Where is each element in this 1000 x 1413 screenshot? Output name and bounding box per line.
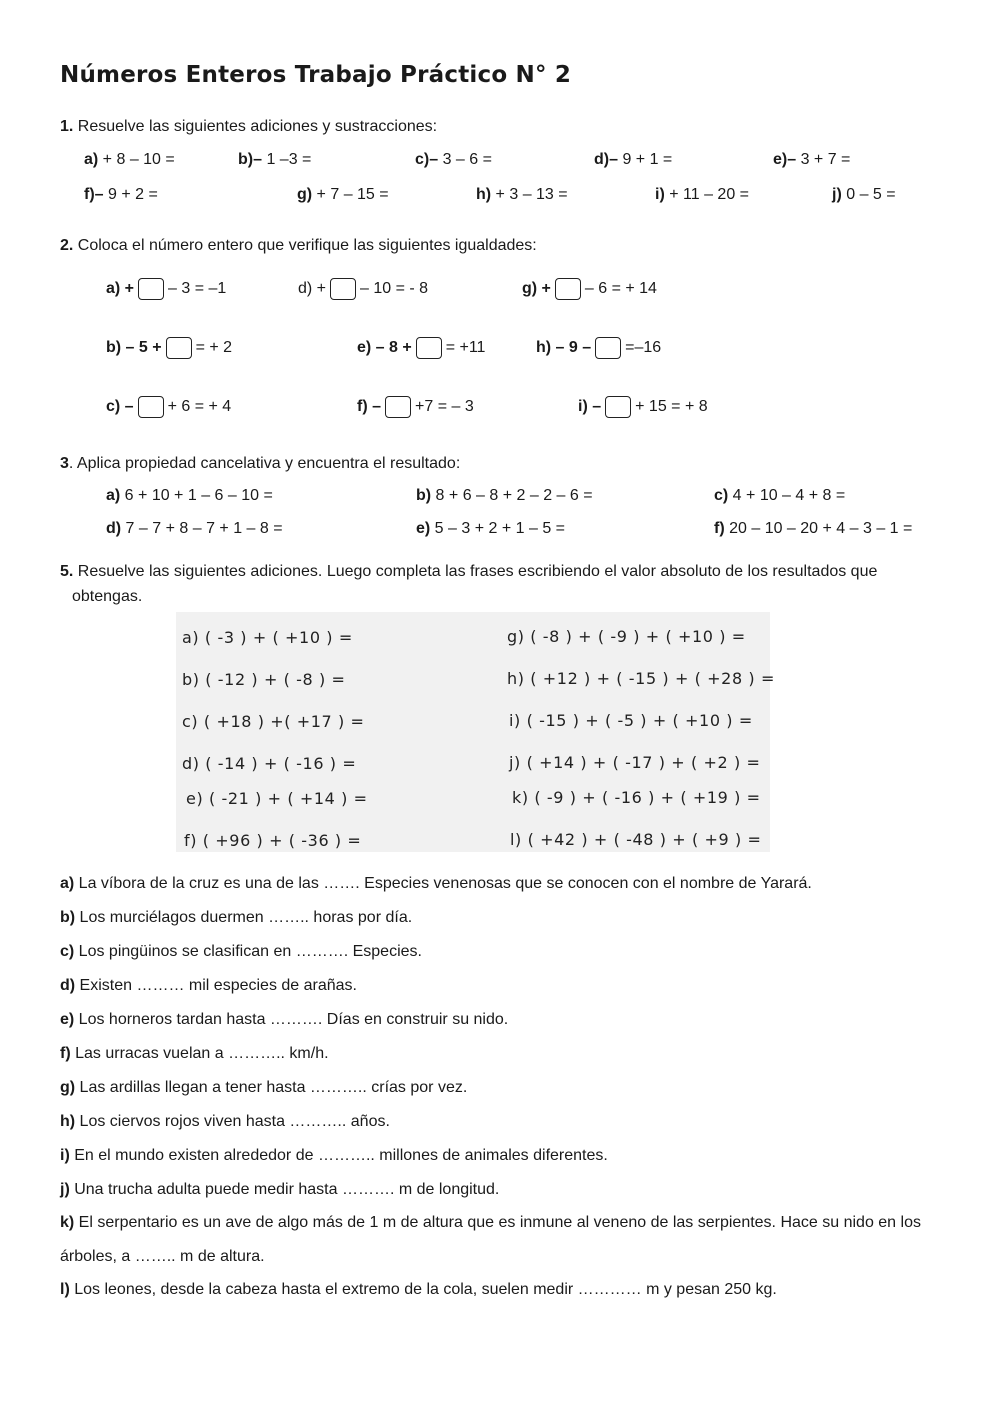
answer-box[interactable]: [605, 396, 631, 418]
answer-box[interactable]: [138, 396, 164, 418]
section-5-heading: [60, 563, 877, 581]
exercise-1d: d)– 9 + 1 =: [594, 151, 673, 168]
exercise-3f: f) 20 – 10 – 20 + 4 – 3 – 1 =: [714, 520, 913, 537]
exercise-3d: d) 7 – 7 + 8 – 7 + 1 – 8 =: [106, 520, 283, 537]
sentence-d: d) Existen ……… mil especies de arañas.: [60, 977, 357, 994]
exercise-2g: g) + – 6 = + 14: [522, 278, 657, 300]
exercise-1i: i) + 11 – 20 =: [655, 186, 749, 203]
exercise-3b: b) 8 + 6 – 8 + 2 – 2 – 6 =: [416, 487, 593, 504]
answer-box[interactable]: [385, 396, 411, 418]
operation-c: c) ( +18 ) +( +17 ) =: [182, 712, 365, 731]
answer-box[interactable]: [166, 337, 192, 359]
section-text: Resuelve las siguientes adiciones. Luego completa las frases escribiendo el valor absoluto de los resultados que: [73, 563, 878, 580]
operation-f: f) ( +96 ) + ( -36 ) =: [184, 831, 362, 850]
exercise-1b: b)– 1 –3 =: [238, 151, 312, 168]
operation-k: k) ( -9 ) + ( -16 ) + ( +19 ) =: [512, 788, 761, 807]
sentence-j: j) Una trucha adulta puede medir hasta ………. m de longitud.: [60, 1181, 500, 1198]
section-2-heading: [60, 237, 537, 255]
answer-box[interactable]: [416, 337, 442, 359]
operation-d: d) ( -14 ) + ( -16 ) =: [182, 754, 357, 773]
section-text: . Aplica propiedad cancelativa y encuentra el resultado:: [68, 455, 461, 472]
sentence-k: k) El serpentario es un ave de algo más de 1 m de altura que es inmune al veneno de las serpientes. Hace su nido en los árboles, a …….. m de altura.: [60, 1214, 921, 1265]
exercise-1g: g) + 7 – 15 =: [297, 186, 389, 203]
operation-a: a) ( -3 ) + ( +10 ) =: [182, 628, 353, 647]
exercise-2e: e) – 8 + = +11: [357, 337, 485, 359]
operation-i: i) ( -15 ) + ( -5 ) + ( +10 ) =: [509, 711, 753, 730]
exercise-3a: a) 6 + 10 + 1 – 6 – 10 =: [106, 487, 273, 504]
sentence-h: h) Los ciervos rojos viven hasta ……….. años.: [60, 1113, 390, 1130]
answer-box[interactable]: [555, 278, 581, 300]
sentence-c: c) Los pingüinos se clasifican en ………. Especies.: [60, 943, 422, 960]
exercise-1a: a) + 8 – 10 =: [84, 151, 175, 168]
sentence-l: l) Los leones, desde la cabeza hasta el extremo de la cola, suelen medir ………… m y pesan 250 kg.: [60, 1281, 777, 1298]
exercise-1f: f)– 9 + 2 =: [84, 186, 158, 203]
answer-box[interactable]: [595, 337, 621, 359]
exercise-2f: f) – +7 = – 3: [357, 396, 474, 418]
page-title: Números Enteros Trabajo Práctico N° 2: [60, 62, 572, 88]
section-number: 2.: [60, 237, 74, 254]
operation-g: g) ( -8 ) + ( -9 ) + ( +10 ) =: [507, 627, 746, 646]
section-text: Coloca el número entero que verifique las siguientes igualdades:: [77, 237, 537, 254]
exercise-2a: a) + – 3 = –1: [106, 278, 226, 300]
exercise-1c: c)– 3 – 6 =: [415, 151, 492, 168]
section-number: 1.: [60, 118, 74, 135]
exercise-1j: j) 0 – 5 =: [832, 186, 896, 203]
sentence-e: e) Los horneros tardan hasta ………. Días en construir su nido.: [60, 1011, 509, 1028]
exercise-2b: b) – 5 + = + 2: [106, 337, 232, 359]
sentence-a: a) La víbora de la cruz es una de las ……. Especies venenosas que se conocen con el nombre de Yarará.: [60, 875, 812, 892]
exercise-3c: c) 4 + 10 – 4 + 8 =: [714, 487, 846, 504]
operation-e: e) ( -21 ) + ( +14 ) =: [186, 789, 368, 808]
operations-panel: [176, 612, 770, 852]
section-1-heading: [60, 118, 437, 136]
sentence-g: g) Las ardillas llegan a tener hasta ……….. crías por vez.: [60, 1079, 468, 1096]
exercise-3e: e) 5 – 3 + 2 + 1 – 5 =: [416, 520, 566, 537]
answer-box[interactable]: [330, 278, 356, 300]
sentence-b: b) Los murciélagos duermen …….. horas por día.: [60, 909, 413, 926]
section-5-heading-cont: obtengas.: [72, 588, 143, 605]
section-number: 5.: [60, 563, 74, 580]
sentence-f: f) Las urracas vuelan a ……….. km/h.: [60, 1045, 329, 1062]
section-number: 3: [60, 455, 69, 472]
operation-j: j) ( +14 ) + ( -17 ) + ( +2 ) =: [509, 753, 761, 772]
exercise-2i: i) – + 15 = + 8: [578, 396, 708, 418]
operation-b: b) ( -12 ) + ( -8 ) =: [182, 670, 346, 689]
exercise-1e: e)– 3 + 7 =: [773, 151, 851, 168]
section-text: Resuelve las siguientes adiciones y sustracciones:: [77, 118, 438, 135]
exercise-2d: d) + – 10 = - 8: [298, 278, 428, 300]
answer-box[interactable]: [138, 278, 164, 300]
sentence-i: i) En el mundo existen alrededor de ……….. millones de animales diferentes.: [60, 1147, 608, 1164]
exercise-1h: h) + 3 – 13 =: [476, 186, 568, 203]
operation-l: l) ( +42 ) + ( -48 ) + ( +9 ) =: [510, 830, 762, 849]
exercise-2c: c) – + 6 = + 4: [106, 396, 231, 418]
section-3-heading: [60, 455, 460, 473]
operation-h: h) ( +12 ) + ( -15 ) + ( +28 ) =: [507, 669, 775, 688]
exercise-2h: h) – 9 – =–16: [536, 337, 661, 359]
